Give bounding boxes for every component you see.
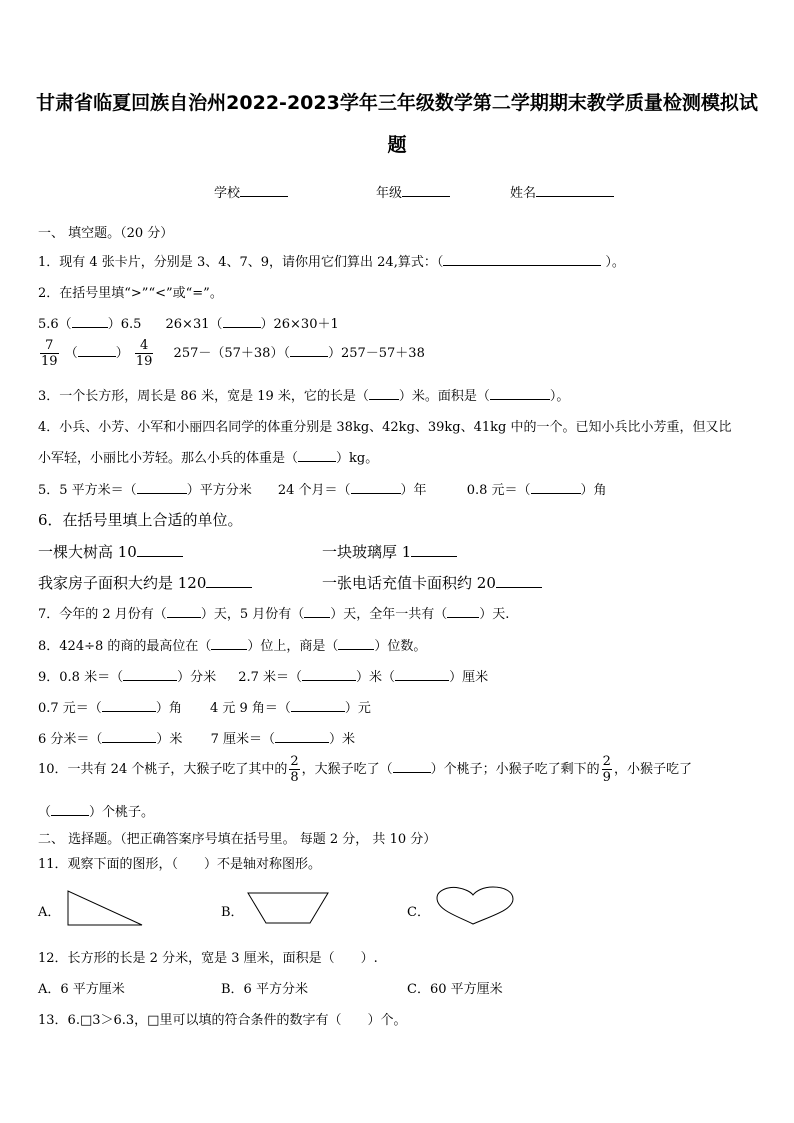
question-9-row1: 9．0.8 米＝（ ）分米 2.7 米＝（ ）米（ ）厘米 bbox=[38, 666, 488, 685]
question-1: 1．现有 4 张卡片，分别是 3、4、7、9，请你用它们算出 24,算式：（ ）。 bbox=[38, 251, 625, 270]
q11-option-a-label[interactable]: A． bbox=[38, 905, 61, 920]
q3-blank-2[interactable] bbox=[490, 386, 550, 400]
question-10-line1: 10．一共有 24 个桃子，大猴子吃了其中的 $\frac{2}{8}$ ，大猴子吃了（ ）个桃子；小猴子吃了剩下的 $\frac{2}{9}$ ，小猴子吃了 bbox=[38, 754, 692, 785]
question-7: 7．今年的 2 月份有（ ）天，5 月份有（ ）天，全年一共有（ ）天. bbox=[38, 603, 509, 622]
question-12: 12．长方形的长是 2 分米，宽是 3 厘米，面积是（ ）. bbox=[38, 951, 378, 966]
q12-option-c[interactable]: C．60 平方厘米 bbox=[407, 982, 503, 997]
name-label: 姓名 bbox=[510, 186, 537, 201]
q5-blank-2[interactable] bbox=[351, 480, 401, 494]
grade-field[interactable] bbox=[376, 182, 450, 201]
q9-blank-6[interactable] bbox=[102, 729, 156, 743]
name-field[interactable] bbox=[510, 182, 614, 201]
page-title-continued: 题 bbox=[387, 134, 407, 156]
q12-option-b[interactable]: B．6 平方分米 bbox=[221, 982, 308, 997]
q9-blank-2[interactable] bbox=[302, 667, 356, 681]
fraction-2-8: $\frac{2}{8}$ bbox=[290, 754, 299, 785]
q9-blank-7[interactable] bbox=[275, 729, 329, 743]
school-label: 学校 bbox=[214, 186, 241, 201]
question-2-row2: $\frac{7}{19}$ （ ） $\frac{4}{19}$ 257－（57＋38）（ ）257－57＋38 bbox=[41, 338, 425, 369]
q6-item-b: 一块玻璃厚 1 bbox=[322, 541, 457, 562]
question-8: 8．424÷8 的商的最高位在（ ）位上，商是（ ）位数。 bbox=[38, 635, 426, 654]
heart-shape bbox=[435, 886, 515, 926]
q6-blank-b[interactable] bbox=[411, 543, 457, 557]
q6-item-a: 一棵大树高 10 bbox=[38, 541, 183, 562]
q8-blank-2[interactable] bbox=[338, 636, 374, 650]
q10-blank-2[interactable] bbox=[51, 802, 89, 816]
fraction-4-19: $\frac{4}{19}$ bbox=[135, 338, 153, 369]
q8-blank-1[interactable] bbox=[211, 636, 247, 650]
question-4-line1: 4．小兵、小芳、小军和小丽四名同学的体重分别是 38kg、42kg、39kg、41kg 中的一个。已知小兵比小芳重，但又比 bbox=[38, 420, 732, 435]
grade-label: 年级 bbox=[376, 186, 403, 201]
q6-item-c: 我家房子面积大约是 120 bbox=[38, 572, 252, 593]
q9-blank-4[interactable] bbox=[102, 698, 156, 712]
question-4-line2: 小军轻，小丽比小芳轻。那么小兵的体重是（ ）kg。 bbox=[38, 447, 378, 466]
q11-option-c-label[interactable]: C． bbox=[407, 905, 430, 920]
q12-option-a[interactable]: A．6 平方厘米 bbox=[38, 982, 125, 997]
section1-heading: 一、 填空题。（20 分） bbox=[38, 226, 174, 241]
q9-blank-3[interactable] bbox=[395, 667, 449, 681]
q7-blank-1[interactable] bbox=[167, 604, 201, 618]
trapezoid-shape bbox=[246, 891, 332, 925]
q3-blank-1[interactable] bbox=[369, 386, 399, 400]
question-9-row2: 0.7 元＝（ ）角 4 元 9 角＝（ ）元 bbox=[38, 697, 371, 716]
question-6: 6．在括号里填上合适的单位。 bbox=[38, 511, 243, 529]
fraction-7-19: $\frac{7}{19}$ bbox=[41, 338, 58, 369]
section2-heading: 二、 选择题。（把正确答案序号填在括号里。 每题 2 分， 共 10 分） bbox=[38, 832, 437, 847]
q5-blank-1[interactable] bbox=[137, 480, 187, 494]
page-title: 甘肃省临夏回族自治州2022-2023学年三年级数学第二学期期末教学质量检测模拟试 bbox=[36, 92, 758, 114]
q11-option-b-label[interactable]: B． bbox=[221, 905, 244, 920]
q9-blank-1[interactable] bbox=[123, 667, 177, 681]
question-3: 3．一个长方形，周长是 86 米，宽是 19 米，它的长是（ ）米。面积是（ ）。 bbox=[38, 385, 569, 404]
fraction-2-9: $\frac{2}{9}$ bbox=[602, 754, 611, 785]
q2-blank-2[interactable] bbox=[223, 314, 261, 328]
q9-blank-5[interactable] bbox=[291, 698, 345, 712]
q1-answer-blank[interactable] bbox=[443, 252, 601, 266]
question-10-line2: （ ）个桃子。 bbox=[38, 801, 154, 820]
q6-item-d: 一张电话充值卡面积约 20 bbox=[322, 572, 542, 593]
question-5: 5．5 平方米＝（ ）平方分米 24 个月＝（ ）年 0.8 元＝（ ）角 bbox=[38, 479, 607, 498]
q2-blank-3[interactable] bbox=[78, 343, 116, 357]
q6-blank-d[interactable] bbox=[496, 574, 542, 588]
question-13: 13．6.□3＞6.3，□里可以填的符合条件的数字有（ ）个。 bbox=[38, 1013, 407, 1028]
question-2-row1: 5.6（ ）6.5 26×31（ ）26×30＋1 bbox=[38, 313, 339, 332]
q2-blank-4[interactable] bbox=[290, 343, 328, 357]
school-field[interactable] bbox=[214, 182, 288, 201]
q2-blank-1[interactable] bbox=[72, 314, 108, 328]
question-11: 11．观察下面的图形，（ ）不是轴对称图形。 bbox=[38, 857, 322, 872]
q6-blank-c[interactable] bbox=[206, 574, 252, 588]
q10-blank-1[interactable] bbox=[393, 759, 431, 773]
q7-blank-3[interactable] bbox=[447, 604, 479, 618]
q4-blank[interactable] bbox=[298, 448, 336, 462]
right-triangle-shape bbox=[66, 889, 146, 929]
q5-blank-3[interactable] bbox=[531, 480, 581, 494]
q6-blank-a[interactable] bbox=[137, 543, 183, 557]
q7-blank-2[interactable] bbox=[304, 604, 330, 618]
question-2: 2．在括号里填“>”“<”或“=”。 bbox=[38, 286, 223, 301]
question-9-row3: 6 分米＝（ ）米 7 厘米＝（ ）米 bbox=[38, 728, 355, 747]
